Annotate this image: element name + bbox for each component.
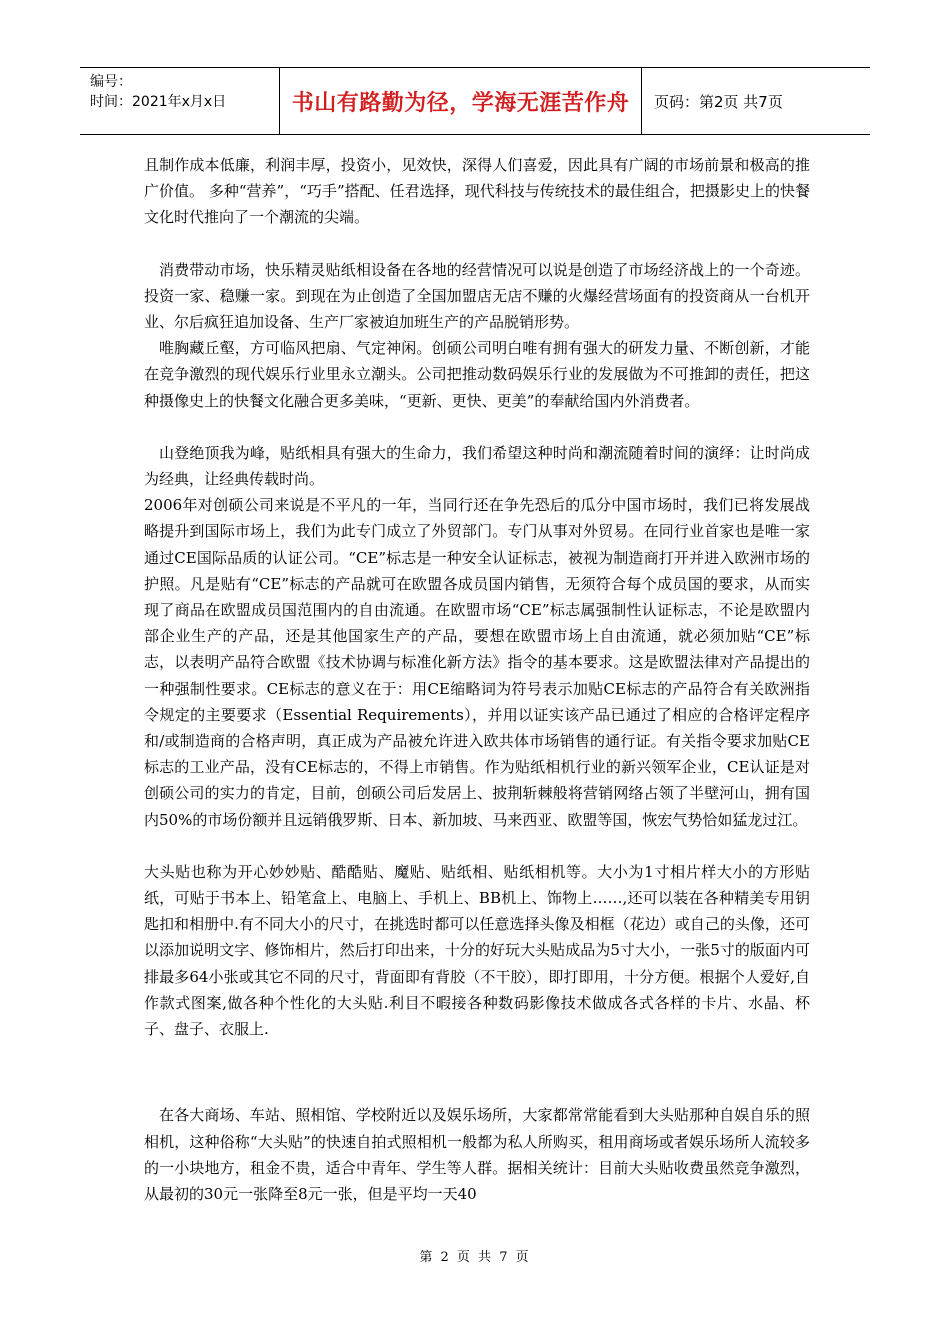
document-date-label: 时间：2021年x月x日 — [90, 94, 227, 110]
header-meta — [80, 68, 280, 134]
paragraph-ce-certification: 2006年对创硕公司来说是不平凡的一年，当同行还在争先恐后的瓜分中国市场时，我们已将发展战略提升到国际市场上，我们为此专门成立了外贸部门。专门从事对外贸易。在同行业首家也是唯一家通过CE国际品质的认证公司。“CE”标志是一种安全认证标志，被视为制造商打开并进入欧洲市场的护照。凡是贴有“CE”标志的产品就可在欧盟各成员国内销售，无须符合每个成员国的要求，从而实现了商品在欧盟成员国范围内的自由流通。在欧盟市场“CE”标志属强制性认证标志，不论是欧盟内部企业生产的产品，还是其他国家生产的产品，要想在欧盟市场上自由流通，就必须加贴“CE”标志，以表明产品符合欧盟《技术协调与标准化新方法》指令的基本要求。这是欧盟法律对产品提出的一种强制性要求。CE标志的意义在于：用CE缩略词为符号表示加贴CE标志的产品符合有关欧洲指令规定的主要要求（Essential Requirements），并用以证实该产品已通过了相应的合格评定程序和/或制造商的合格声明，真正成为产品被允许进入欧共体市场销售的通行证。有关指令要求加贴CE标志的工业产品，没有CE标志的，不得上市销售。作为贴纸相机行业的新兴领军企业，CE认证是对创硕公司的实力的肯定，目前，创硕公司后发居上、披荆斩棘般将营销网络占领了半壁河山，拥有国内50%的市场份额并且远销俄罗斯、日本、新加坡、马来西亚、欧盟等国，恢宏气势恰如猛龙过江。 — [144, 496, 810, 829]
paragraph-photo-sticker-definition: 大头贴也称为开心妙妙贴、酷酷贴、魔贴、贴纸相、贴纸相机等。大小为1寸相片样大小的方形贴纸，可贴于书本上、铅笔盒上、电脑上、手机上、BB机上、饰物上……,还可以装在各种精美专用钥匙扣和相册中.有不同大小的尺寸，在挑选时都可以任意选择头像及相框（花边）或自己的头像，还可以添加说明文字、修饰相片，然后打印出来，十分的好玩大头贴成品为5寸大小，一张5寸的版面内可排最多64小张或其它不同的尺寸，背面即有背胶（不干胶），即打即用，十分方便。根据个人爱好,自作款式图案,做各种个性化的大头贴.利目不暇接各种数码影像技术做成各式各样的卡片、水晶、杯子、盘子、衣服上. — [144, 862, 810, 1039]
paragraph-market: 消费带动市场，快乐精灵贴纸相设备在各地的经营情况可以说是创造了市场经济战上的一个奇迹。投资一家、稳赚一家。到现在为止创造了全国加盟店无店不赚的火爆经营场面有的投资商从一台机开业、尔后疯狂追加设备、生产厂家被迫加班生产的产品脱销形势。 — [144, 260, 810, 332]
header-page-indicator: 页码：第2页 共7页 — [654, 92, 783, 111]
document-body — [144, 152, 810, 1207]
page-footer: 第 2 页 共 7 页 — [419, 1250, 531, 1265]
header-motto: 书山有路勤为径，学海无涯苦作舟 — [280, 68, 642, 134]
document-number-label: 编号： — [90, 74, 132, 90]
document-header — [80, 67, 870, 135]
paragraph-innovation: 唯胸藏丘壑，方可临风把扇、气定神闲。创硕公司明白唯有拥有强大的研发力量、不断创新，才能在竞争激烈的现代娱乐行业里永立潮头。公司把推动数码娱乐行业的发展做为不可推卸的责任，把这种摄像史上的快餐文化融合更多美味，“更新、更快、更美”的奉献给国内外消费者。 — [144, 339, 810, 410]
paragraph-business-locations: 在各大商场、车站、照相馆、学校附近以及娱乐场所，大家都常常能看到大头贴那种自娱自乐的照相机，这种俗称“大头贴”的快速自拍式照相机一般都为私人所购买，租用商场或者娱乐场所人流较多的一小块地方，租金不贵，适合中青年、学生等人群。据相关统计：目前大头贴收费虽然竞争激烈，从最初的30元一张降至8元一张，但是平均一天40 — [144, 1106, 810, 1203]
paragraph-intro-continuation: 且制作成本低廉，利润丰厚，投资小，见效快，深得人们喜爱，因此具有广阔的市场前景和极高的推广价值。 多种“营养”，“巧手”搭配、任君选择，现代科技与传统技术的最佳组合，把摄影史上的快餐文化时代推向了一个潮流的尖端。 — [144, 156, 810, 227]
paragraph-vitality: 山登绝顶我为峰，贴纸相具有强大的生命力，我们希望这种时尚和潮流随着时间的演绎：让时尚成为经典，让经典传载时尚。 — [144, 443, 810, 489]
